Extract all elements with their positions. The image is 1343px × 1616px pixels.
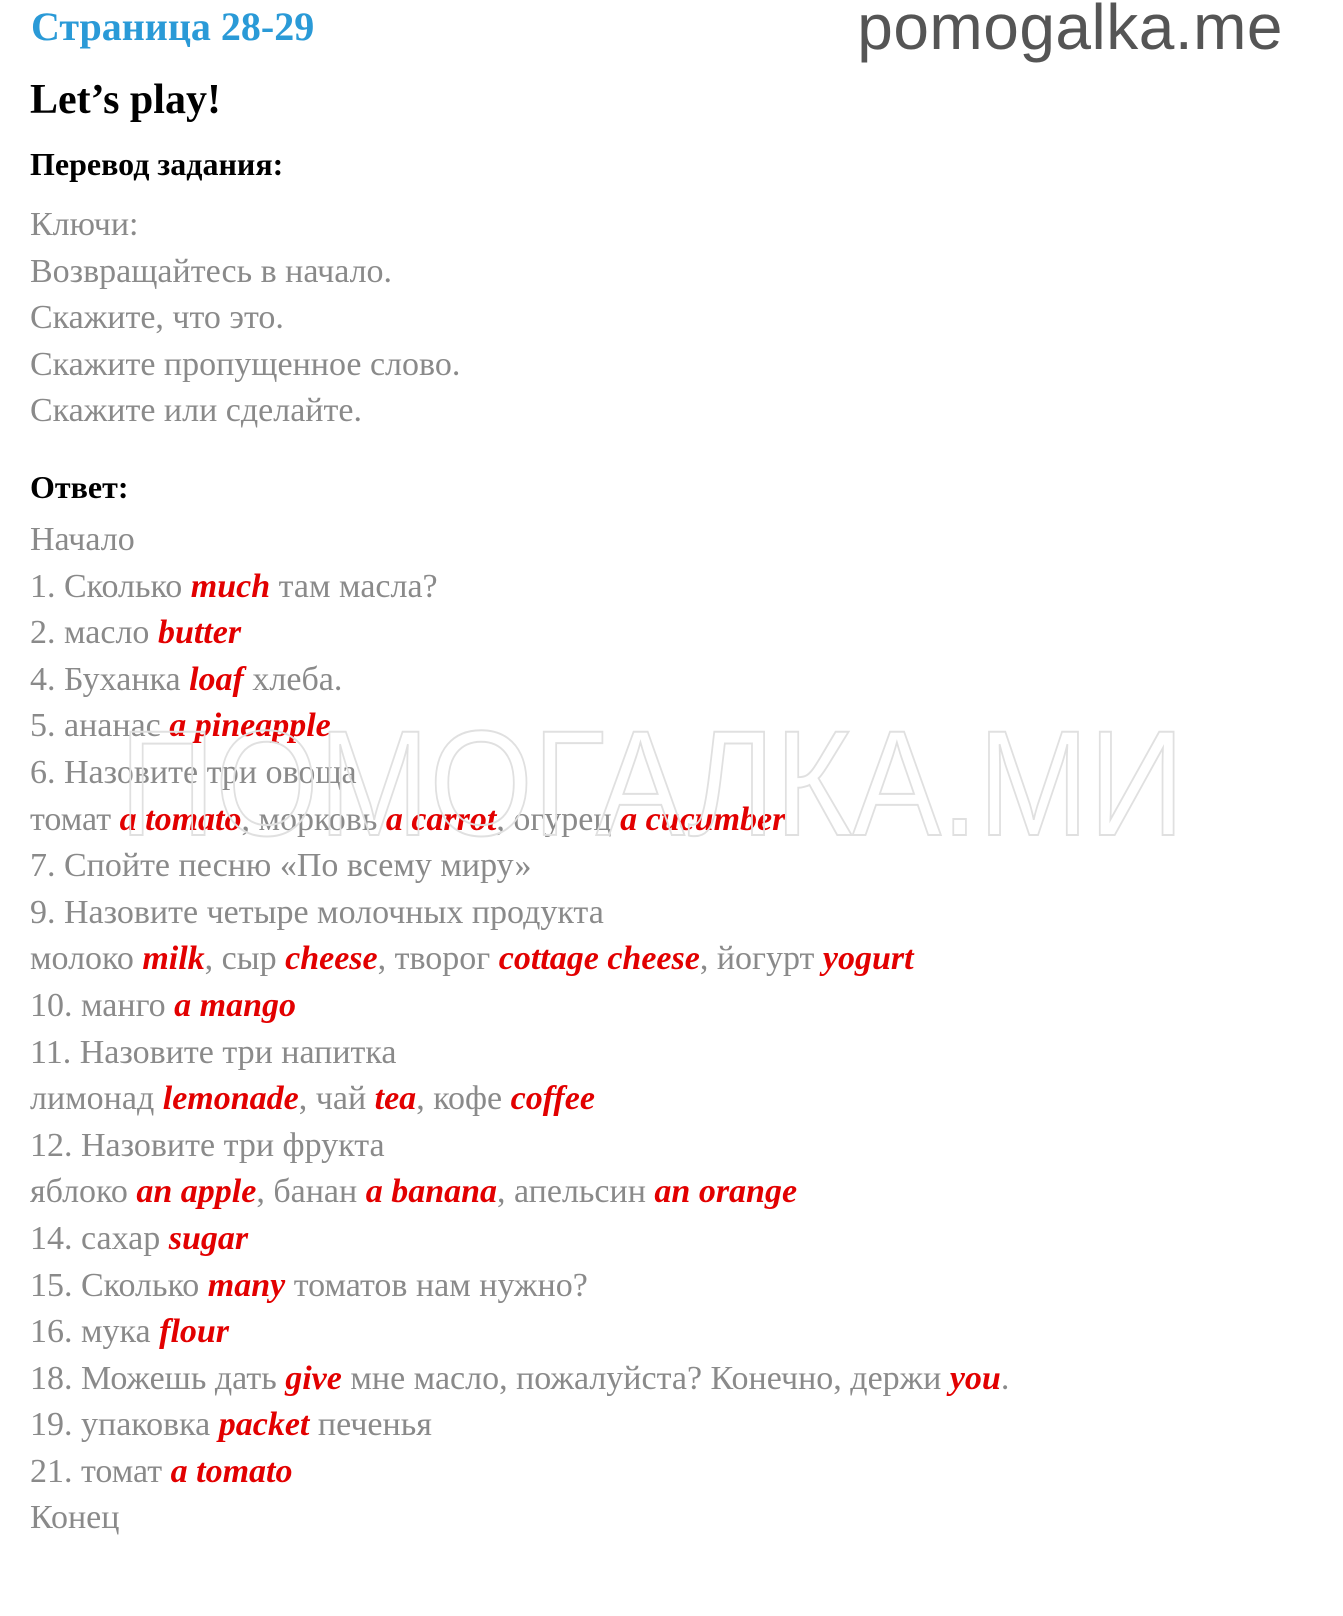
answer-line [30, 564, 1009, 611]
answer-word: cheese [285, 940, 378, 978]
site-logo: pomogalka.me [857, 0, 1283, 63]
answer-line [30, 797, 1009, 844]
answer-word: an orange [654, 1173, 798, 1211]
answer-word: milk [142, 940, 205, 978]
answer-word: you [949, 1359, 1001, 1397]
answer-word: tea [374, 1080, 417, 1118]
answer-line [30, 657, 1009, 704]
answer-line [30, 1356, 1009, 1403]
line-text: , морковь [241, 800, 386, 838]
line-text: 14. сахар [30, 1219, 169, 1257]
line-text: , чай [298, 1080, 375, 1118]
answer-line [30, 703, 1009, 750]
answer-line [30, 1076, 1009, 1123]
line-text: 10. манго [30, 986, 175, 1024]
line-text: молоко [30, 940, 143, 978]
answer-line [30, 1169, 1009, 1216]
answer-heading: Ответ: [30, 469, 129, 505]
watermark-text: ПОМОГАЛКА.МИ [119, 720, 1185, 850]
answer-word: a pineapple [169, 707, 331, 745]
answer-word: much [190, 567, 271, 605]
answer-line [30, 890, 1009, 937]
answer-word: packet [218, 1406, 310, 1444]
answer-word: many [207, 1266, 286, 1304]
answer-word: a cucumber [620, 800, 786, 838]
answer-word: coffee [510, 1080, 595, 1118]
answer-line [30, 1495, 1009, 1542]
task-line: Скажите пропущенное слово. [30, 345, 461, 383]
answer-line [30, 1123, 1009, 1170]
line-text: . [1000, 1359, 1010, 1397]
line-text: Конец [30, 1499, 120, 1537]
line-text: лимонад [30, 1080, 163, 1118]
answer-word: an apple [136, 1173, 257, 1211]
answer-line [30, 1449, 1009, 1496]
line-text: 2. масло [30, 614, 158, 652]
line-text: 12. Назовите три фрукта [30, 1126, 385, 1164]
line-text: , йогурт [699, 940, 823, 978]
answer-word: flour [159, 1313, 230, 1351]
answer-word: sugar [168, 1219, 249, 1257]
line-text: 18. Можешь дать [30, 1359, 286, 1397]
line-text: 6. Назовите три овоща [30, 753, 357, 791]
answer-word: a carrot [385, 800, 497, 838]
answer-list [30, 517, 1009, 1542]
answer-word: yogurt [822, 940, 914, 978]
line-text: там масла? [270, 567, 438, 605]
task-translation-heading: Перевод задания: [30, 146, 284, 182]
task-line: Скажите, что это. [30, 299, 284, 337]
line-text: 15. Сколько [30, 1266, 208, 1304]
answer-line [30, 1309, 1009, 1356]
line-text: 1. Сколько [30, 567, 191, 605]
line-text: Начало [30, 521, 135, 558]
task-line: Возвращайтесь в начало. [30, 252, 393, 290]
answer-line [30, 983, 1009, 1030]
line-text: хлеба. [243, 660, 343, 698]
line-text: 19. упаковка [30, 1406, 219, 1444]
page-number-label: Страница 28-29 [31, 4, 315, 49]
line-text: , банан [256, 1173, 366, 1211]
answer-line [30, 843, 1009, 890]
answer-word: butter [157, 614, 242, 652]
answer-line [30, 517, 1009, 564]
line-text: 9. Назовите четыре молочных продукта [30, 893, 604, 931]
line-text: яблоко [30, 1173, 137, 1211]
task-line: Скажите или сделайте. [30, 392, 362, 430]
line-text: , творог [377, 940, 499, 978]
line-text: томат [30, 800, 120, 838]
page-title: Let’s play! [30, 77, 221, 123]
line-text: 5. ананас [30, 707, 170, 745]
line-text: 11. Назовите три напитка [30, 1033, 397, 1071]
answer-word: lemonade [162, 1080, 299, 1118]
line-text: , огурец [496, 800, 621, 838]
line-text: томатов нам нужно? [285, 1266, 588, 1304]
line-text: , кофе [416, 1080, 511, 1118]
line-text: , апельсин [497, 1173, 655, 1211]
line-text: 21. томат [30, 1452, 171, 1490]
line-text: , сыр [204, 940, 286, 978]
line-text: мне масло, пожалуйста? Конечно, держи [341, 1359, 950, 1397]
line-text: 4. Буханка [30, 660, 190, 698]
answer-line [30, 610, 1009, 657]
answer-line [30, 1216, 1009, 1263]
answer-word: a tomato [119, 800, 242, 838]
answer-word: a banana [365, 1173, 498, 1211]
line-text: печенья [309, 1406, 432, 1444]
task-translation-list [30, 202, 460, 435]
answer-line [30, 936, 1009, 983]
answer-word: cottage cheese [498, 940, 700, 978]
answer-line [30, 750, 1009, 797]
line-text: 16. мука [30, 1313, 160, 1351]
answer-word: loaf [189, 660, 244, 698]
answer-line [30, 1030, 1009, 1077]
answer-word: a mango [174, 986, 297, 1024]
answer-word: give [285, 1359, 342, 1397]
task-line: Ключи: [30, 206, 139, 243]
answer-word: a tomato [170, 1452, 293, 1490]
answer-line [30, 1263, 1009, 1310]
answer-line [30, 1402, 1009, 1449]
line-text: 7. Спойте песню «По всему миру» [30, 847, 532, 885]
